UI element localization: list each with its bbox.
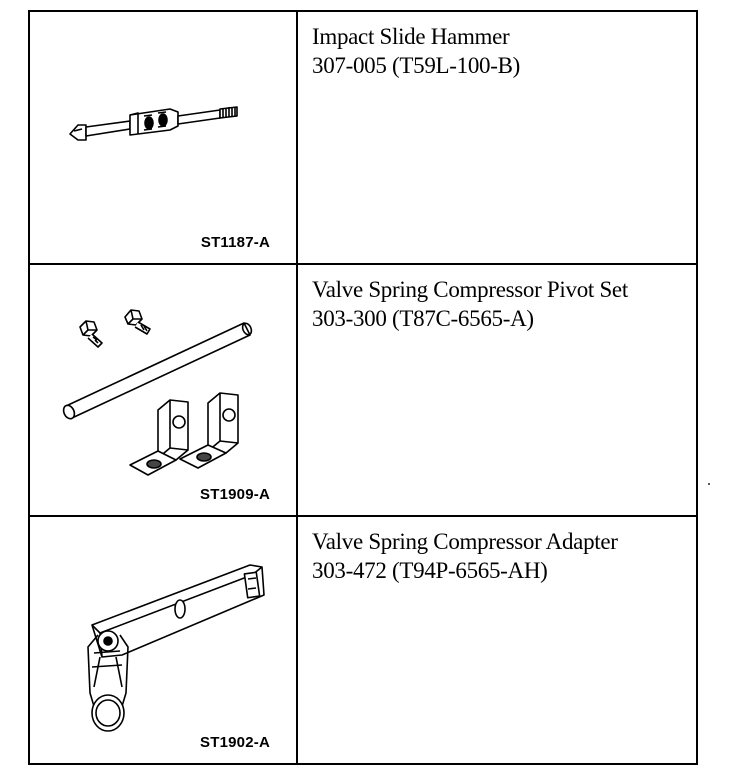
- bracket-left: [130, 400, 188, 475]
- illustration-cell: [30, 517, 298, 763]
- valve-spring-compressor-pivot-set-illustration: [30, 265, 296, 515]
- tool-name: Valve Spring Compressor Adapter: [312, 529, 618, 554]
- illustration-code: ST1909-A: [200, 486, 270, 503]
- tool-row-valve-spring-compressor-pivot-set: [30, 265, 696, 517]
- tool-name: Valve Spring Compressor Pivot Set: [312, 277, 628, 302]
- special-tools-table: [28, 10, 698, 765]
- valve-spring-compressor-adapter-illustration: [30, 517, 296, 761]
- description-cell: [298, 12, 696, 263]
- tool-row-impact-slide-hammer: [30, 12, 696, 265]
- description-cell: [298, 265, 696, 515]
- scan-speck: [708, 483, 710, 485]
- tool-name: Impact Slide Hammer: [312, 24, 510, 49]
- illustration-code: ST1187-A: [200, 234, 270, 251]
- tool-number: 303-300 (T87C-6565-A): [312, 306, 534, 331]
- tool-description: [312, 275, 682, 333]
- tool-number: 307-005 (T59L-100-B): [312, 53, 520, 78]
- impact-slide-hammer-illustration: [30, 12, 296, 263]
- illustration-cell: [30, 265, 298, 515]
- tool-description: [312, 22, 682, 80]
- bolt-right: [125, 310, 150, 334]
- tool-row-valve-spring-compressor-adapter: [30, 517, 696, 763]
- illustration-code: ST1902-A: [200, 734, 270, 751]
- tool-description: [312, 527, 682, 585]
- description-cell: [298, 517, 696, 763]
- illustration-cell: [30, 12, 298, 263]
- tool-number: 303-472 (T94P-6565-AH): [312, 558, 548, 583]
- bolt-left: [80, 321, 102, 347]
